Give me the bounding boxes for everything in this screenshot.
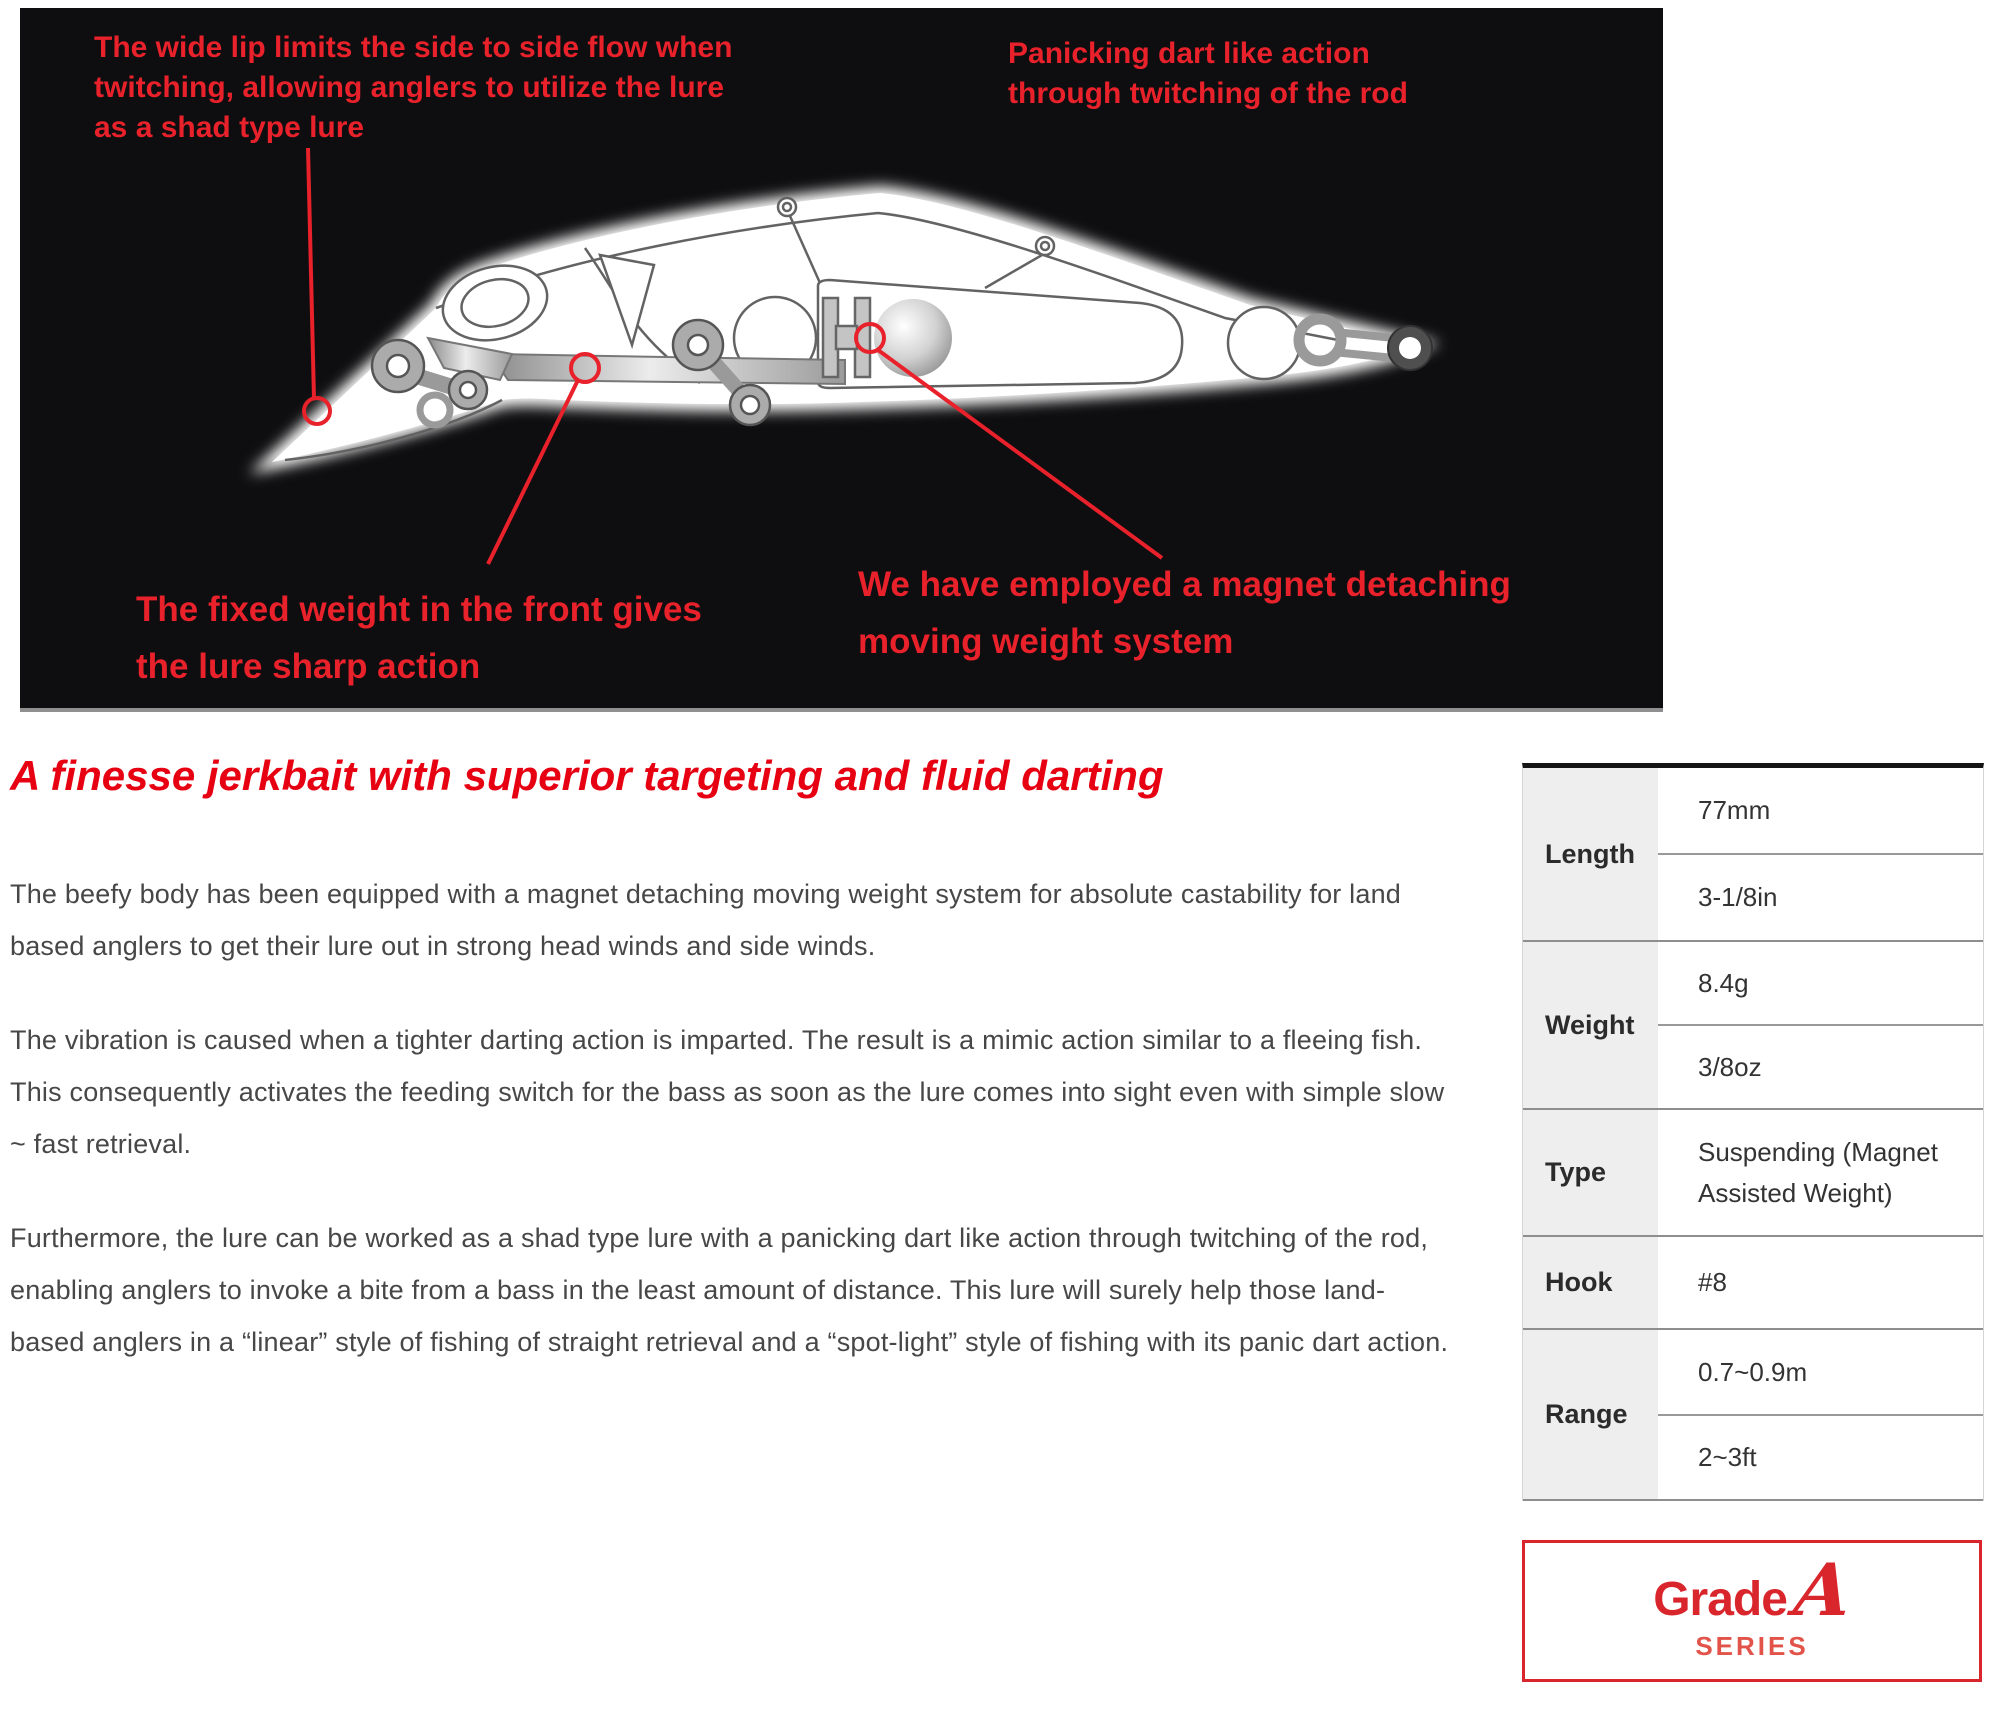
hero-panel bbox=[20, 8, 1663, 712]
spec-label: Length bbox=[1523, 768, 1658, 940]
annotation-line: The wide lip limits the side to side flow when bbox=[94, 31, 733, 64]
spec-row-length bbox=[1523, 768, 1983, 942]
spec-value: 2~3ft bbox=[1658, 1414, 1983, 1500]
annotation-line: as a shad type lure bbox=[94, 111, 365, 144]
annotation-line: The fixed weight in the front gives bbox=[136, 590, 702, 629]
annotation-fixed-weight bbox=[136, 581, 702, 695]
annotation-line: through twitching of the rod bbox=[1008, 77, 1408, 110]
annotation-line: twitching, allowing anglers to utilize the lure bbox=[94, 71, 725, 104]
annotation-dart-action bbox=[1008, 34, 1408, 114]
spec-value: 77mm bbox=[1698, 795, 1771, 826]
spec-value: 0.7~0.9m bbox=[1698, 1356, 1808, 1387]
spec-table bbox=[1522, 763, 1984, 1501]
annotation-wide-lip bbox=[94, 28, 732, 148]
spec-row-weight bbox=[1523, 942, 1983, 1110]
spec-value: Suspending (Magnet Assisted Weight) bbox=[1698, 1137, 1938, 1208]
badge-series-text: SERIES bbox=[1695, 1631, 1809, 1661]
spec-label: Type bbox=[1523, 1110, 1658, 1235]
spec-value: #8 bbox=[1698, 1267, 1727, 1298]
badge-brand-text: Grade bbox=[1653, 1573, 1787, 1626]
annotation-line: Panicking dart like action bbox=[1008, 37, 1370, 70]
grade-a-badge bbox=[1522, 1540, 1982, 1682]
spec-value: 8.4g bbox=[1698, 967, 1749, 998]
article-body bbox=[10, 868, 1450, 1410]
spec-label: Hook bbox=[1523, 1237, 1658, 1328]
badge-brand-script-a: A bbox=[1790, 1547, 1856, 1632]
paragraph: Furthermore, the lure can be worked as a shad type lure with a panicking dart like action through twitching of the rod, enabling anglers to invoke a bite from a bass in the least amount of distance. This lure will surely help those land-based anglers in a “linear” style of fishing of straight retrieval and a “spot-light” style of fishing with its panic dart action. bbox=[10, 1223, 1449, 1357]
fixed-weight-bar bbox=[490, 354, 845, 384]
annotation-line: We have employed a magnet detaching bbox=[858, 565, 1511, 604]
page-title: A finesse jerkbait with superior targeting and fluid darting bbox=[10, 752, 1164, 799]
paragraph: The beefy body has been equipped with a magnet detaching moving weight system for absolute castability for land based anglers to get their lure out in strong head winds and side winds. bbox=[10, 879, 1402, 961]
paragraph: The vibration is caused when a tighter darting action is imparted. The result is a mimic action similar to a fleeing fish. This consequently activates the feeding switch for the bass as soon as the lure comes into sight even with simple slow ~ fast retrieval. bbox=[10, 1025, 1445, 1159]
annotation-line: the lure sharp action bbox=[136, 647, 481, 686]
spec-label: Weight bbox=[1523, 942, 1658, 1108]
lip-leader-line bbox=[308, 148, 314, 399]
spec-label: Range bbox=[1523, 1330, 1658, 1499]
spec-row-range bbox=[1523, 1330, 1983, 1501]
rear-circular-chamber bbox=[1228, 307, 1300, 379]
spec-row-hook bbox=[1523, 1237, 1983, 1330]
fixed-weight-leader-line bbox=[488, 380, 578, 564]
spec-value: 3-1/8in bbox=[1658, 853, 1983, 940]
annotation-line: moving weight system bbox=[858, 622, 1234, 661]
spec-row-type bbox=[1523, 1110, 1983, 1237]
annotation-magnet-system bbox=[858, 556, 1511, 670]
spec-value: 3/8oz bbox=[1658, 1024, 1983, 1108]
